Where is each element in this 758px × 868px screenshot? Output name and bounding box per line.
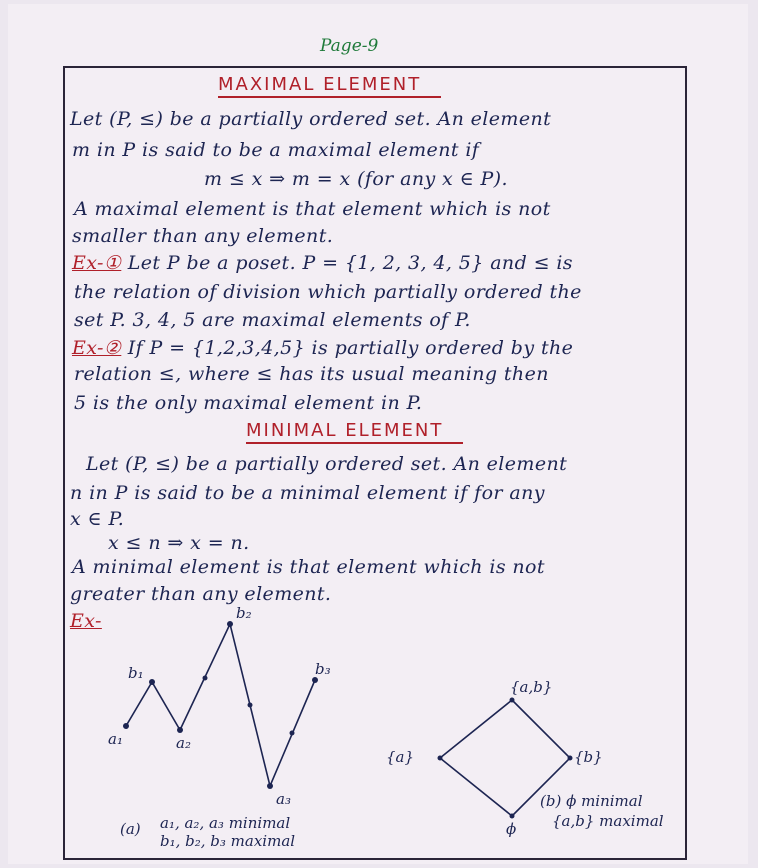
label-a3: a₃ — [276, 790, 291, 808]
caption-b-line-2: {a,b} maximal — [552, 812, 664, 830]
label-a2: a₂ — [176, 734, 191, 752]
node-a1 — [123, 723, 129, 729]
minimal-line-6: greater than any element. — [70, 583, 332, 605]
minimal-line-5: A minimal element is that element which is not — [72, 556, 545, 578]
minimal-line-2: n in P is said to be a minimal element if for any — [70, 482, 545, 504]
example-2-label: Ex-② — [72, 337, 122, 359]
minimal-heading: MINIMAL ELEMENT — [246, 420, 444, 441]
caption-a-line-2: b₁, b₂, b₃ maximal — [160, 832, 296, 850]
minimal-line-4: x ≤ n ⇒ x = n. — [108, 532, 250, 554]
minimal-example-label-text: Ex- — [70, 610, 102, 632]
label-a1: a₁ — [108, 730, 123, 748]
node-b1 — [149, 679, 155, 685]
edge-mark-1 — [203, 676, 208, 681]
maximal-line-2: m in P is said to be a maximal element if — [72, 139, 480, 161]
node-a — [438, 756, 443, 761]
node-phi — [510, 814, 515, 819]
caption-b-line-1: (b) ϕ minimal — [540, 792, 643, 810]
maximal-line-5: smaller than any element. — [72, 225, 334, 247]
edge-mark-3 — [290, 731, 295, 736]
example-1-line-1: Let P be a poset. P = {1, 2, 3, 4, 5} and ≤ is — [127, 252, 573, 274]
node-b — [568, 756, 573, 761]
node-b2 — [227, 621, 233, 627]
label-set-a: {a} — [386, 748, 415, 766]
zigzag-edges — [126, 624, 315, 786]
maximal-line-8: set P. 3, 4, 5 are maximal elements of P. — [74, 309, 471, 331]
node-ab — [510, 698, 515, 703]
maximal-line-1: Let (P, ≤) be a partially ordered set. An element — [70, 108, 552, 130]
caption-a-marker: (a) — [120, 820, 141, 838]
zigzag-poset — [126, 624, 315, 786]
maximal-heading: MAXIMAL ELEMENT — [218, 74, 422, 95]
label-set-b: {b} — [574, 748, 603, 766]
maximal-line-4: A maximal element is that element which is not — [74, 198, 551, 220]
caption-a-line-1: a₁, a₂, a₃ minimal — [160, 814, 291, 832]
minimal-line-3: x ∈ P. — [70, 508, 125, 530]
page-number: Page-9 — [320, 36, 379, 56]
label-b2: b₂ — [236, 604, 252, 622]
example-2-line-1: If P = {1,2,3,4,5} is partially ordered by the — [127, 337, 574, 359]
label-b1: b₁ — [128, 664, 144, 682]
node-a2 — [177, 727, 183, 733]
maximal-line-7: the relation of division which partially ordered the — [74, 281, 582, 303]
maximal-line-3: m ≤ x ⇒ m = x (for any x ∈ P). — [204, 168, 508, 190]
maximal-line-11: 5 is the only maximal element in P. — [74, 392, 423, 414]
edge-mark-2 — [248, 703, 253, 708]
label-set-ab: {a,b} — [510, 678, 553, 696]
minimal-line-1: Let (P, ≤) be a partially ordered set. An element — [86, 453, 568, 475]
label-b3: b₃ — [315, 660, 331, 678]
node-a3 — [267, 783, 273, 789]
example-1-label: Ex-① — [72, 252, 122, 274]
label-empty-set: ϕ — [506, 820, 517, 838]
maximal-line-10: relation ≤, where ≤ has its usual meaning then — [74, 363, 549, 385]
